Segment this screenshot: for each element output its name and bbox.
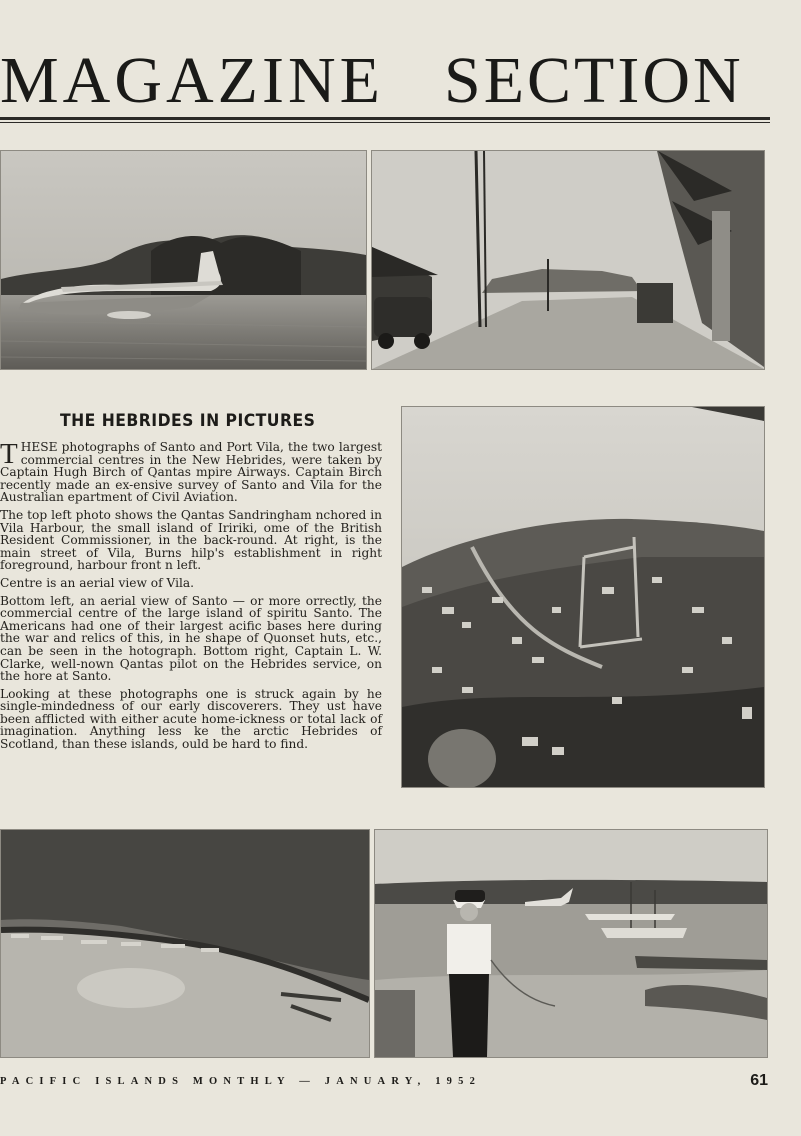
masthead-magazine: MAGAZINE	[0, 44, 384, 117]
article-paragraph-5: Looking at these photographs one is struck again by he single-mindedness of our early discoverers. They ust have been afflicted with either acute home-ickness or total lack of imagination. Anything less ke the arctic Hebrides of Scotland, than these islands, ould be hard to find.	[0, 686, 382, 752]
masthead-rule-thin	[0, 122, 770, 123]
page-footer	[0, 1072, 770, 1091]
page-number: 61	[750, 1072, 768, 1089]
masthead	[0, 44, 801, 117]
article-paragraph-1: THESE photographs of Santo and Port Vila, the two largest commercial centres in the New Hebrides, were taken by Captain Hugh Birch of Qantas mpire Airways. Captain Birch recently made an ex-ensive survey of Santo and Vila for the Australian epartment of Civil Aviation.	[0, 438, 382, 505]
article-headline: THE HEBRIDES IN PICTURES	[60, 411, 316, 431]
article	[0, 404, 382, 756]
photo-main-street	[371, 150, 765, 370]
photo-aerial-santo	[0, 829, 370, 1058]
article-paragraph-2: The top left photo shows the Qantas Sandringham nchored in Vila Harbour, the small island of Iririki, ome of the British Resident Commissioner, in the back-round. At right, is the main street of Vila, Burns hilp's establishment in right foreground, harbour front n left.	[0, 507, 382, 573]
drop-cap: T	[0, 438, 18, 470]
photo-flying-boat	[0, 150, 367, 370]
photo-aerial-vila	[401, 406, 765, 788]
article-paragraph-4: Bottom left, an aerial view of Santo — or more orrectly, the commercial centre of the large island of spiritu Santo. The Americans had one of their largest acific bases here during the war and relics of this, in he shape of Quonset huts, etc., can be seen in the hotograph. Bottom right, Captain L. W. Clarke, well-nown Qantas pilot on the Hebrides service, on the hore at Santo.	[0, 593, 382, 684]
masthead-section: SECTION	[444, 44, 744, 117]
photo-captain-shore	[374, 829, 768, 1058]
running-head: PACIFIC ISLANDS MONTHLY — JANUARY, 1952	[0, 1076, 482, 1087]
masthead-rule-thick	[0, 117, 770, 120]
article-paragraph-3: Centre is an aerial view of Vila.	[0, 575, 195, 590]
